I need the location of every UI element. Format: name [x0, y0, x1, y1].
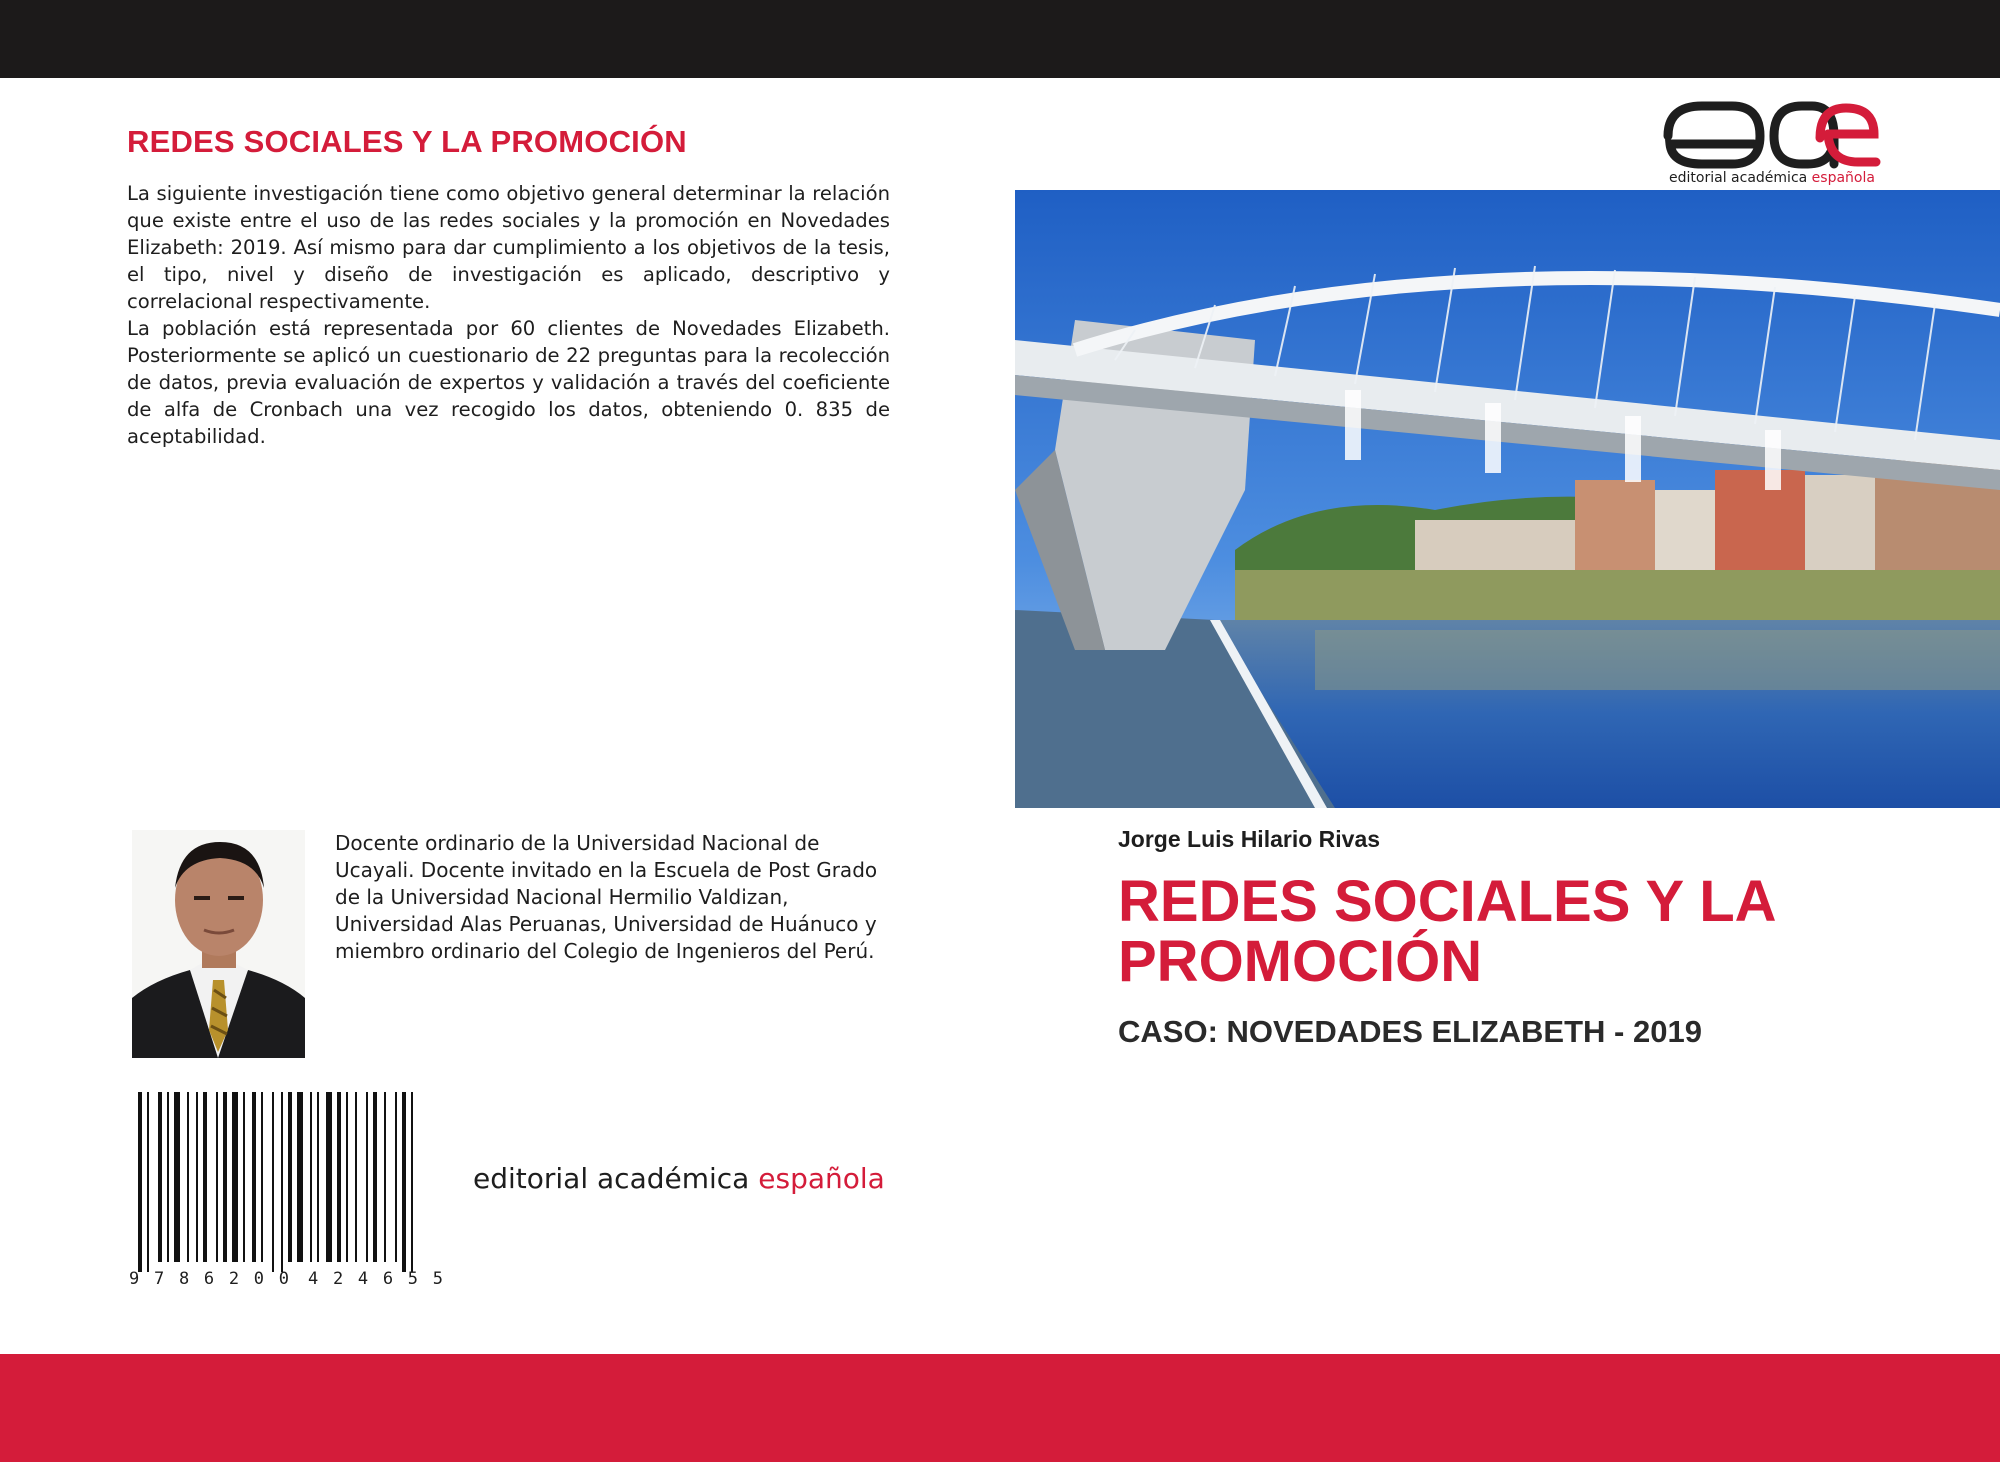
summary-paragraph-1: La siguiente investigación tiene como objetivo general determinar la relación que existe entre el uso de las redes sociales y la promoción en Novedades Elizabeth: 2019. Así mismo para dar cumplimiento a los objetivos de la tesis, el tipo, nivel y diseño de investigación es aplicado, descriptivo y correlacional respectivamente. — [127, 182, 890, 313]
barcode-bar — [187, 1092, 189, 1262]
barcode-publisher-name — [473, 1162, 885, 1195]
back-cover-summary — [127, 180, 890, 450]
cover-photo-bridge — [1015, 190, 2000, 808]
barcode-bar — [261, 1092, 263, 1262]
barcode-bar — [411, 1092, 413, 1272]
bottom-bar — [0, 1354, 2000, 1462]
barcode-bar — [174, 1092, 180, 1262]
front-cover-author: Jorge Luis Hilario Rivas — [1118, 826, 1381, 852]
barcode-bar — [272, 1092, 274, 1272]
barcode-digit-group-3: 424655 — [308, 1269, 443, 1288]
barcode-bar — [203, 1092, 207, 1262]
barcode-bar — [243, 1092, 245, 1262]
top-bar — [0, 0, 2000, 78]
author-photo — [132, 830, 305, 1058]
barcode-bar — [196, 1092, 198, 1262]
barcode-bar — [223, 1092, 227, 1262]
barcode-bar — [232, 1092, 238, 1262]
barcode-bar — [317, 1092, 319, 1262]
barcode-bars — [138, 1092, 413, 1272]
author-bio: Docente ordinario de la Universidad Nacional de Ucayali. Docente invitado en la Escuela de Post Grado de la Universidad Nacional Hermilio Valdizan, Universidad Alas Peruanas, Universidad de Huánuco y miembro ordinario del Colegio de Ingenieros del Perú. — [335, 831, 878, 963]
barcode-bar — [167, 1092, 169, 1262]
barcode-bar — [402, 1092, 406, 1272]
logo-caption-main: editorial académica — [1669, 170, 1808, 186]
barcode-digit-group-1: 9 — [129, 1269, 140, 1288]
barcode-bar — [297, 1092, 303, 1262]
barcode-bar — [216, 1092, 218, 1262]
barcode-bar — [337, 1092, 341, 1262]
barcode-bar — [310, 1092, 312, 1262]
isbn-barcode — [126, 1088, 456, 1288]
barcode-bar — [281, 1092, 283, 1272]
barcode-bar — [346, 1092, 348, 1262]
back-cover-title: REDES SOCIALES Y LA PROMOCIÓN — [127, 124, 687, 159]
barcode-bar — [252, 1092, 256, 1262]
publisher-name-main: editorial académica — [473, 1162, 750, 1195]
front-cover-subtitle: CASO: NOVEDADES ELIZABETH - 2019 — [1118, 1014, 1702, 1049]
barcode-bar — [158, 1092, 162, 1262]
barcode-bar — [326, 1092, 332, 1262]
barcode-bar — [395, 1092, 397, 1262]
barcode-bar — [138, 1092, 142, 1272]
barcode-bar — [373, 1092, 377, 1262]
barcode-bar — [147, 1092, 149, 1272]
logo-caption-accent: española — [1811, 170, 1875, 186]
summary-paragraph-2: La población está representada por 60 clientes de Novedades Elizabeth. Posteriormente se aplicó un cuestionario de 22 preguntas para la recolección de datos, previa evaluación de expertos y validación a través del coeficiente de alfa de Cronbach una vez recogido los datos, obteniendo 0. 835 de aceptabilidad. — [127, 317, 890, 448]
front-cover-title: REDES SOCIALES Y LA PROMOCIÓN — [1118, 869, 1775, 994]
barcode-bar — [366, 1092, 368, 1262]
logo-caption — [1662, 170, 1882, 186]
publisher-name-accent: española — [758, 1162, 885, 1195]
barcode-bar — [355, 1092, 357, 1262]
barcode-bar — [384, 1092, 386, 1262]
barcode-bar — [288, 1092, 292, 1262]
barcode-digit-group-2: 786200 — [154, 1269, 289, 1288]
